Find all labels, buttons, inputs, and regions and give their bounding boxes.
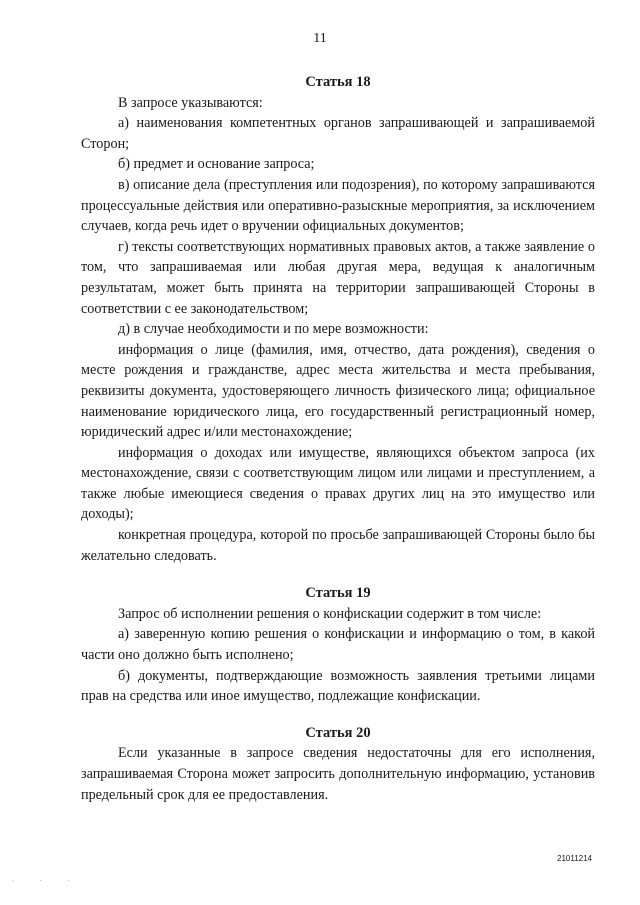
document-code: 21011214 [557,854,592,863]
article-18-paragraph: а) наименования компетентных органов запрашивающей и запрашиваемой Сторон; [81,115,595,152]
article-19-heading: Статья 19 [305,585,371,602]
article-18-paragraph: б) предмет и основание запроса; [118,156,315,173]
page-number: 11 [313,31,327,46]
article-19-paragraph: Запрос об исполнении решения о конфискации содержит в том числе: [118,605,542,622]
margin-marks: · · · [12,878,82,885]
article-20-paragraph: Если указанные в запросе сведения недостаточны для его исполнения, запрашиваемая Сторона может запросить дополнительную информацию, установив предельный срок для ее предоставления. [81,745,595,803]
section-spacer [81,566,595,583]
article-18-paragraph: информация о доходах или имуществе, являющихся объектом запроса (их местонахождение, связи с соответствующим лицом или лицами и преступлением, а также любые имеющиеся сведения о правах других лиц на это имущество или доходы); [81,444,595,523]
article-18-paragraph: конкретная процедура, которой по просьбе запрашивающей Стороны было бы желательно следовать. [81,527,595,564]
article-18-paragraph: г) тексты соответствующих нормативных правовых актов, а также заявление о том, что запрашиваемая или любая другая мера, ведущая к аналогичным результатам, может быть принята на территории запрашивающей Стороны в соответствии с ее законодательством; [81,238,595,317]
article-19-paragraph: б) документы, подтверждающие возможность заявления третьими лицами прав на средства или иное имущество, подлежащие конфискации. [81,667,595,705]
article-20-heading: Статья 20 [305,724,371,741]
section-spacer [81,707,595,723]
article-18-paragraph: В запросе указываются: [118,94,263,111]
article-19-paragraph: а) заверенную копию решения о конфискации и информацию о том, в какой части оно должно быть исполнено; [81,626,595,664]
article-18-heading: Статья 18 [305,74,371,90]
article-18-paragraph: д) в случае необходимости и по мере возможности: [118,321,429,338]
document-body [81,72,595,805]
article-18-paragraph: информация о лице (фамилия, имя, отчество, дата рождения), сведения о месте рождения и гражданстве, адрес места жительства и места пребывания, реквизиты документа, удостоверяющего личность физического лица; официальное наименование юридического лица, его государственный регистрационный номер, юридический адрес и/или местонахождение; [81,341,595,441]
article-18-paragraph: в) описание дела (преступления или подозрения), по которому запрашиваются процессуальные действия или оперативно-разыскные мероприятия, за исключением случаев, когда речь идет о вручении официальных документов; [81,176,595,235]
